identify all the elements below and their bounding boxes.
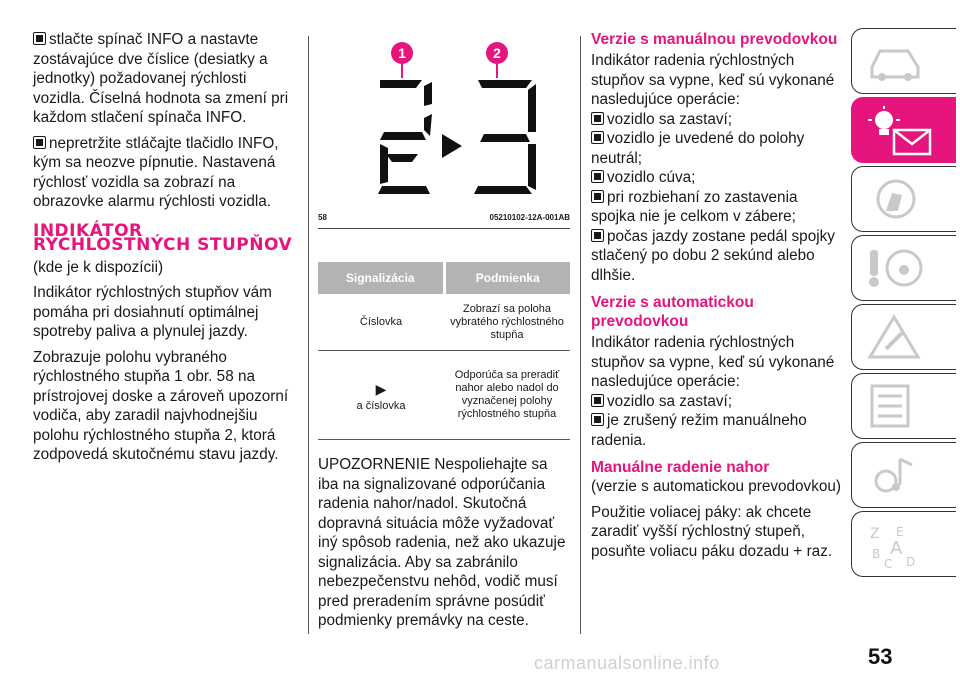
segment-digit-recommended	[474, 80, 536, 194]
svg-text:C: C	[884, 557, 893, 568]
tab-safety[interactable]	[851, 166, 956, 232]
svg-text:Z: Z	[870, 526, 880, 542]
bullet-icon	[591, 394, 604, 407]
bullet-icon	[591, 190, 604, 203]
media-icon	[866, 451, 926, 499]
page-number: 53	[868, 644, 893, 669]
table-header: Podmienka	[444, 262, 570, 294]
section-heading: Verzie s manuálnou prevodovkou	[591, 31, 838, 48]
figure-caption	[318, 213, 570, 222]
list-item: vozidlo sa zastaví;	[591, 392, 843, 412]
paragraph: Indikátor rýchlostných stupňov vám pomáha pri dosiahnutí optimálnej spotreby paliva a plynulej jazdy.	[33, 284, 272, 340]
tab-car[interactable]	[851, 28, 956, 94]
key-steering-icon	[866, 244, 926, 292]
subheading-note: (verzie s automatickou prevodovkou)	[591, 478, 841, 495]
section-heading: INDIKÁTOR RÝCHLOSTNÝCH STUPŇOV	[33, 220, 293, 255]
availability-note: (kde je k dispozícii)	[33, 258, 164, 276]
tab-technical[interactable]	[851, 442, 956, 508]
section-heading: Verzie s automatickou prevodovkou	[591, 294, 754, 330]
marker-label-1: 1	[398, 45, 406, 61]
bullet-icon	[33, 32, 46, 45]
triangle-wrench-icon	[866, 313, 926, 361]
table-cell: Číslovka	[318, 294, 444, 351]
svg-text:E: E	[896, 525, 904, 539]
section-heading: Manuálne radenie nahor	[591, 459, 770, 476]
marker-label-2: 2	[493, 45, 501, 61]
warning-text: UPOZORNENIE Nespoliehajte sa iba na signalizované odporúčania radenia nahor/nadol. Skutočná dopravná situácia môže vyžadovať iný spôsob radenia, než ako ukazuje signalizácia. Aby sa zabránilo nebezpečenstvu nehôd, vodič musí pred preradením správne posúdiť podmienky premávky na ceste.	[318, 456, 566, 629]
list-item: pri rozbiehaní zo zastavenia spojka nie je celkom v zábere;	[591, 188, 798, 225]
bullet-item: stlačte spínač INFO a nastavte zostávajúce dve číslice (desiatky a jednotky) požadovanej rýchlosti vozidla. Číselná hodnota sa zmení pri každom stlačení spínača INFO.	[33, 31, 289, 126]
svg-text:B: B	[872, 547, 881, 561]
index-icon	[866, 520, 926, 568]
bullet-item: nepretržite stláčajte tlačidlo INFO, kým sa neozve pípnutie. Nastavená rýchlosť vozidla sa zobrazí na obrazovke alarmu rýchlosti vozidla.	[33, 134, 279, 210]
list-item: vozidlo je uvedené do polohy neutrál;	[591, 130, 805, 167]
bullet-icon	[591, 229, 604, 242]
table-header-row	[318, 262, 570, 294]
column-right	[591, 30, 843, 567]
bullet-icon	[591, 413, 604, 426]
list-item: vozidlo cúva;	[591, 168, 843, 188]
column-left	[33, 30, 297, 471]
table-row	[318, 294, 570, 351]
paragraph: Indikátor radenia rýchlostných stupňov sa vypne, keď sú vykonané nasledujúce operácie:	[591, 334, 835, 390]
warning-light-icon	[866, 106, 936, 156]
table-row	[318, 351, 570, 440]
airbag-seat-icon	[866, 175, 926, 223]
tab-starting[interactable]	[851, 235, 956, 301]
paragraph: Indikátor radenia rýchlostných stupňov sa vypne, keď sú vykonané nasledujúce operácie:	[591, 52, 835, 108]
gear-display-illustration	[318, 36, 570, 216]
gear-indicator-figure	[318, 36, 570, 229]
column-divider	[580, 36, 581, 634]
svg-text:D: D	[906, 555, 916, 568]
list-item: počas jazdy zostane pedál spojky stlačený po dobu 2 sekúnd alebo dlhšie.	[591, 227, 835, 284]
table-cell: Odporúča sa preradiť nahor alebo nadol do vyznačenej polohy rýchlostného stupňa	[444, 351, 570, 440]
list-item: vozidlo sa zastaví;	[591, 110, 843, 130]
signal-table	[318, 262, 570, 440]
watermark: carmanualsonline.info	[534, 653, 720, 673]
figure-number: 58	[318, 213, 327, 222]
chapter-tabs	[851, 28, 960, 580]
bullet-icon	[591, 131, 604, 144]
tab-index[interactable]	[851, 511, 956, 577]
bullet-icon	[33, 136, 46, 149]
column-divider	[308, 36, 309, 634]
segment-digit-current	[378, 80, 432, 194]
table-cell: ▶ a číslovka	[318, 351, 444, 440]
tab-emergency[interactable]	[851, 304, 956, 370]
bullet-icon	[591, 170, 604, 183]
tab-maintenance[interactable]	[851, 373, 956, 439]
svg-text:A: A	[890, 538, 903, 559]
table-cell: Zobrazí sa poloha vybratého rýchlostného stupňa	[444, 294, 570, 351]
table-header: Signalizácia	[318, 262, 444, 294]
service-list-icon	[866, 382, 926, 430]
shift-arrow-icon	[442, 134, 462, 158]
paragraph: Použitie voliacej páky: ak chcete zaradiť vyšší rýchlostný stupeň, posuňte voliacu páku dozadu + raz.	[591, 503, 833, 560]
car-icon	[866, 37, 926, 85]
paragraph: Zobrazuje polohu vybraného rýchlostného stupňa 1 obr. 58 na prístrojovej doske a zároveň upozorní vodiča, aby zaradil najvhodnejšiu polohu rýchlostného stupňa 2, ktorá zodpovedá skutočnému stavu jazdy.	[33, 348, 289, 463]
list-item: je zrušený režim manuálneho radenia.	[591, 412, 807, 449]
tab-dashboard[interactable]	[851, 97, 956, 163]
arrow-icon: ▶	[375, 380, 387, 397]
figure-code: 05210102-12A-001AB	[489, 213, 570, 222]
bullet-icon	[591, 112, 604, 125]
